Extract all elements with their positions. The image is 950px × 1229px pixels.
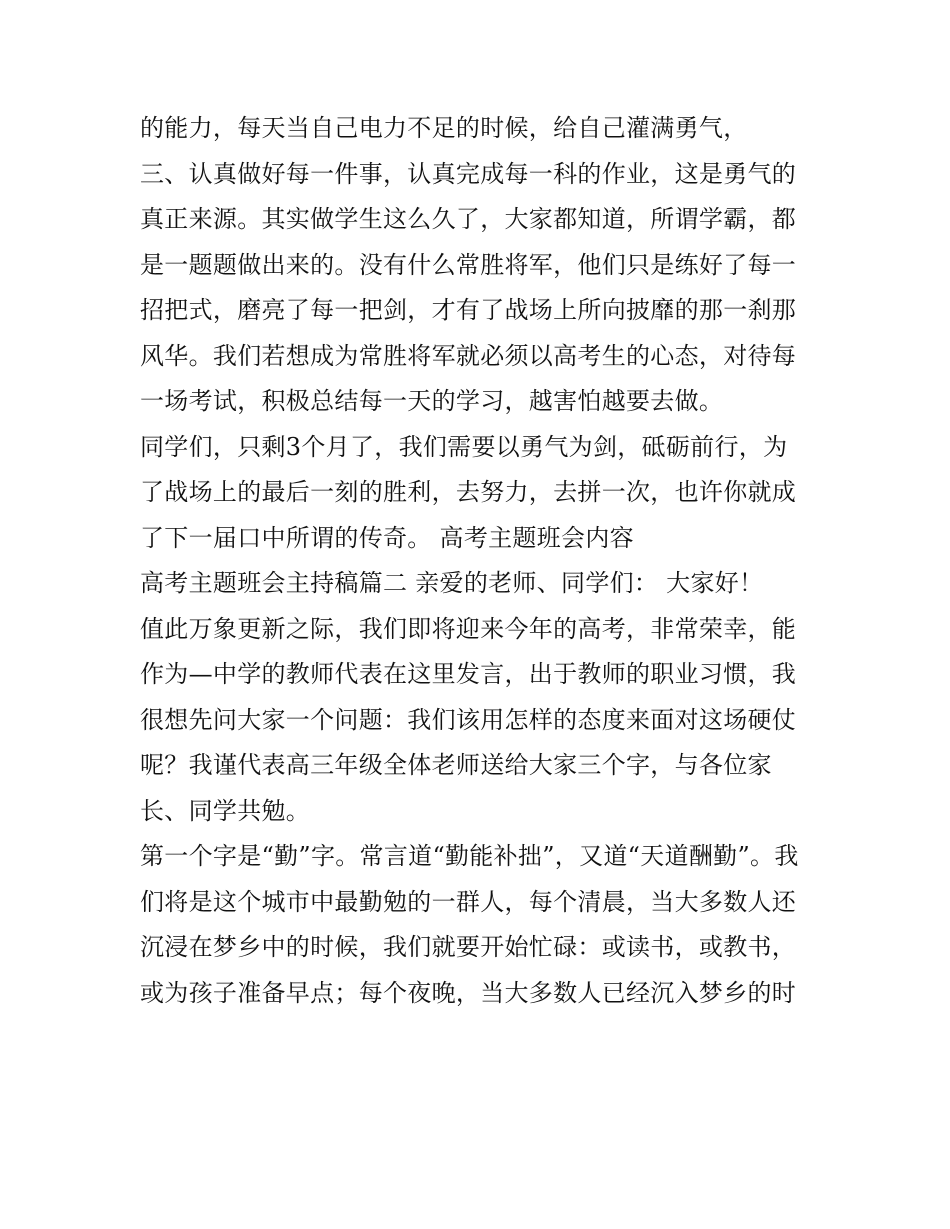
text-line: 或为孩子准备早点；每个夜晚，当大多数人已经沉入梦乡的时 <box>140 978 797 1007</box>
text-line: 值此万象更新之际，我们即将迎来今年的高考，非常荣幸，能 <box>140 614 797 643</box>
text-line: 风华。我们若想成为常胜将军就必须以高考生的心态，对待每 <box>140 341 797 370</box>
text-line: 作为—中学的教师代表在这里发言，出于教师的职业习惯，我 <box>140 660 797 688</box>
text-line: 们将是这个城市中最勤勉的一群人，每个清晨，当大多数人还 <box>140 887 797 916</box>
text-line: 长、同学共勉。 <box>140 796 311 825</box>
body-text <box>140 106 830 1016</box>
text-line: 三、认真做好每一件事，认真完成每一科的作业，这是勇气的 <box>140 159 797 188</box>
text-line: 真正来源。其实做学生这么久了，大家都知道，所谓学霸，都 <box>140 205 797 233</box>
text-line: 很想先问大家一个问题：我们该用怎样的态度来面对这场硬仗 <box>140 705 797 734</box>
text-line: 第一个字是“勤”字。常言道“勤能补拙”，又道“天道酬勤”。我 <box>140 842 799 870</box>
text-line: 了战场上的最后一刻的胜利，去努力，去拼一次，也许你就成 <box>140 478 797 506</box>
text-line: 一场考试，积极总结每一天的学习，越害怕越要去做。 <box>140 387 724 415</box>
text-line: 了下一届口中所谓的传奇。 高考主题班会内容 <box>140 523 634 552</box>
text-line: 同学们，只剩3个月了，我们需要以勇气为剑，砥砺前行，为 <box>140 432 788 461</box>
text-line: 呢？我谨代表高三年级全体老师送给大家三个字，与各位家 <box>140 751 772 779</box>
text-line: 高考主题班会主持稿篇二 亲爱的老师、同学们： 大家好！ <box>140 569 764 597</box>
text-line: 沉浸在梦乡中的时候，我们就要开始忙碌：或读书，或教书， <box>140 933 797 961</box>
text-line: 招把式，磨亮了每一把剑，才有了战场上所向披靡的那一刹那 <box>140 296 797 324</box>
text-line: 是一题题做出来的。没有什么常胜将军，他们只是练好了每一 <box>140 250 797 279</box>
text-line: 的能力，每天当自己电力不足的时候，给自己灌满勇气， <box>140 114 748 142</box>
